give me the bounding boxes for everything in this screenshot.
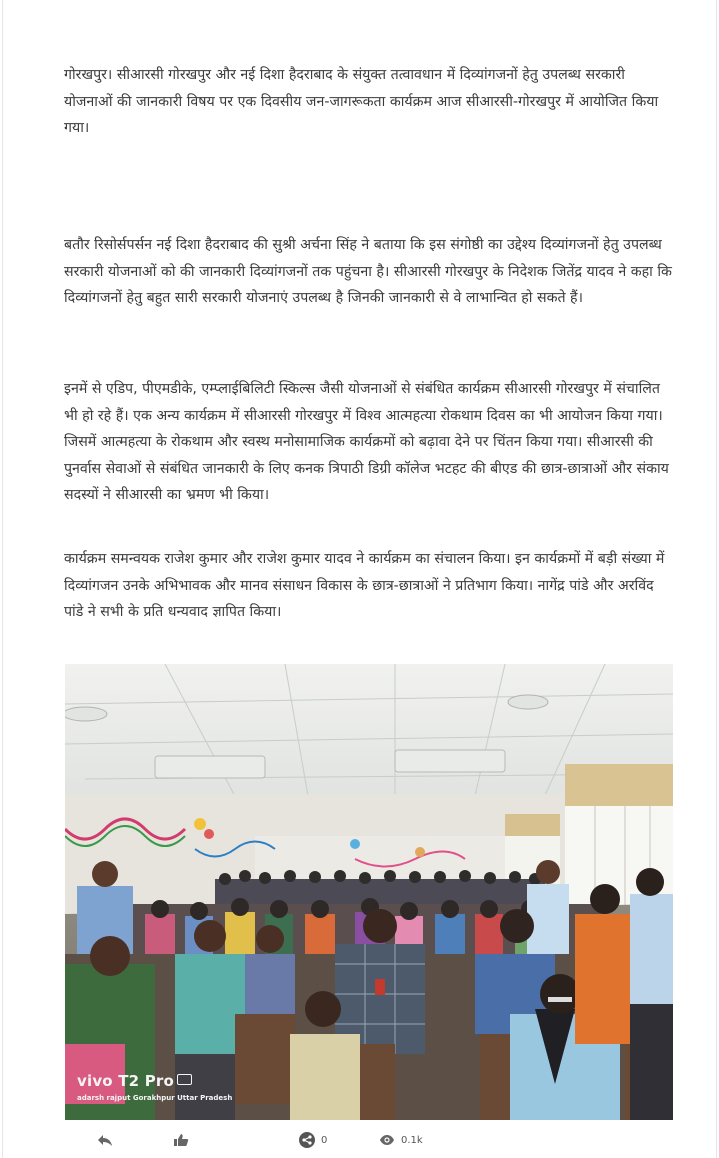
- share-button[interactable]: [299, 1132, 327, 1148]
- camera-badge-icon: [177, 1074, 192, 1085]
- eye-icon: [379, 1132, 395, 1148]
- like-button[interactable]: [173, 1132, 189, 1148]
- article-paragraph-2: बतौर रिसोर्सपर्सन नई दिशा हैदराबाद की सुश्री अर्चना सिंह ने बताया कि इस संगोष्ठी का उद्देश्य दिव्यांगजनों हेतु उपलब्ध सरकारी योजनाओं को की जानकारी दिव्यांगजनों तक पहुंचना है। सीआरसी गोरखपुर के निदेशक जितेंद्र यादव ने कहा कि दिव्यांगजनों हेतु बहुत सारी सरकारी योजनाएं उपलब्ध है जिनकी जानकारी से वे लाभान्वित हो सकते हैं।: [64, 237, 672, 306]
- article-paragraph-3: इनमें से एडिप, पीएमडीके, एम्प्लाईबिलिटी स्किल्स जैसी योजनाओं से संबंधित कार्यक्रम सीआरसी गोरखपुर में संचालित भी हो रहे हैं। एक अन्य कार्यक्रम में सीआरसी गोरखपुर में विश्व आत्महत्या रोकथाम दिवस का भी आयोजन किया गया। जिसमें आत्महत्या के रोकथाम और स्वस्थ मनोसामाजिक कार्यक्रमों को बढ़ावा देने पर चिंतन किया गया। सीआरसी की पुनर्वास सेवाओं से संबंधित जानकारी के लिए कनक त्रिपाठी डिग्री कॉलेज भटहट की बीएड की छात्र-छात्राओं और संकाय सदस्यों ने सीआरसी का भ्रमण भी किया।: [64, 381, 669, 503]
- watermark-caption: adarsh rajput Gorakhpur Uttar Pradesh: [77, 1094, 233, 1102]
- event-photo-illustration: [65, 664, 673, 1120]
- share-icon: [299, 1132, 315, 1148]
- watermark-brand: vivo: [77, 1072, 113, 1090]
- views-counter: [379, 1132, 423, 1148]
- camera-watermark: [77, 1072, 192, 1090]
- reply-icon: [97, 1132, 113, 1148]
- event-photo[interactable]: [65, 664, 673, 1120]
- views-count: 0.1k: [401, 1134, 423, 1146]
- watermark-model: T2 Pro: [118, 1072, 175, 1090]
- post-actions-bar: [65, 1128, 673, 1156]
- share-count: 0: [321, 1134, 328, 1146]
- like-icon: [173, 1132, 189, 1148]
- reply-button[interactable]: [97, 1132, 113, 1148]
- article-paragraph-4: कार्यक्रम समन्वयक राजेश कुमार और राजेश कुमार यादव ने कार्यक्रम का संचालन किया। इन कार्यक्रमों में बड़ी संख्या में दिव्यांगजन उनके अभिभावक और मानव संसाधन विकास के छात्र-छात्राओं ने प्रतिभाग किया। नागेंद्र पांडे और अरविंद पांडे ने सभी के प्रति धन्यवाद ज्ञापित किया।: [64, 551, 665, 620]
- article-paragraph-1: गोरखपुर। सीआरसी गोरखपुर और नई दिशा हैदराबाद के संयुक्त तत्वावधान में दिव्यांगजनों हेतु उपलब्ध सरकारी योजनाओं की जानकारी विषय पर एक दिवसीय जन-जागरूकता कार्यक्रम आज सीआरसी-गोरखपुर में आयोजित किया गया।: [64, 67, 659, 136]
